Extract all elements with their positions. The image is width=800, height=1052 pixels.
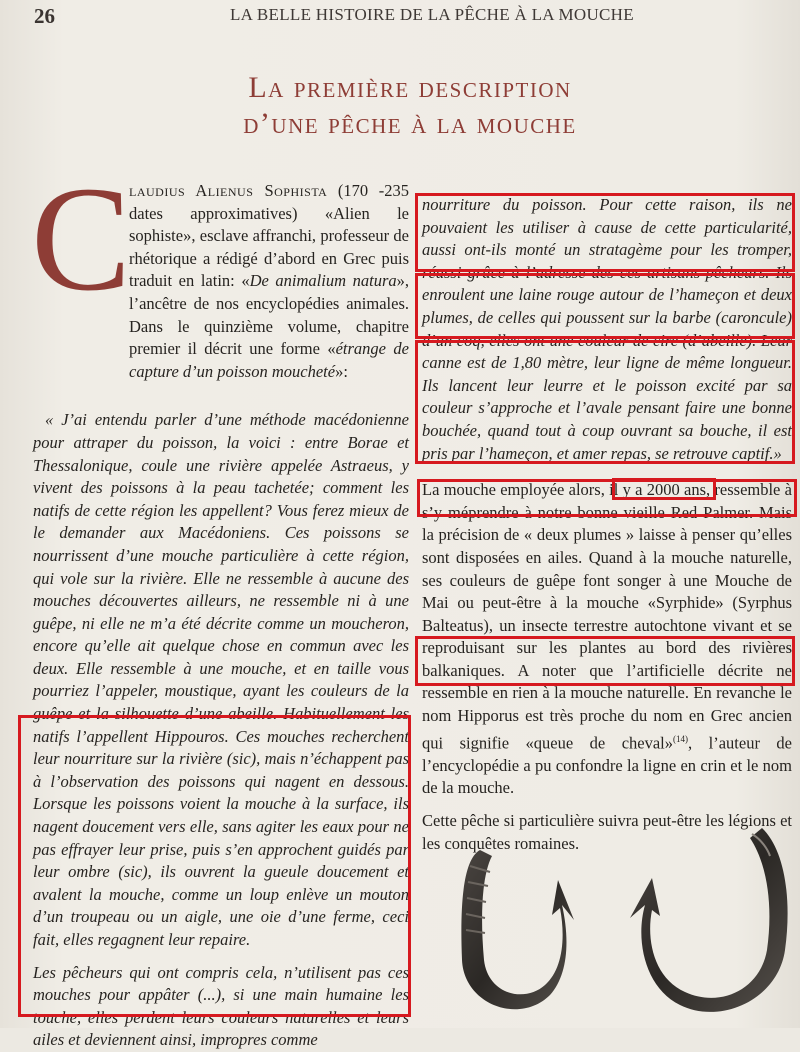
lead-paragraph bbox=[31, 156, 409, 383]
commentary-text-end: , l’auteur de l’encyclopédie a pu confondre la ligne en crin et le nom de la mouche. bbox=[422, 733, 792, 798]
drop-cap: C bbox=[31, 156, 132, 322]
running-head: LA BELLE HISTOIRE DE LA PÊCHE À LA MOUCHE bbox=[230, 5, 634, 24]
right-column bbox=[422, 194, 792, 855]
left-column bbox=[31, 156, 409, 1052]
commentary-text: La mouche employée alors, il y a 2000 ans, ressemble à s’y méprendre à notre bonne vieille Red Palmer. Mais la précision de « deux plumes » laisse à penser qu’elles sont disposées en ailes. Quand à la mouche naturelle, ses couleurs de guêpe font songer à une Mouche de Mai ou peut-être à la mouche «Syrphide» (Syrphus Balteatus), un insecte terrestre autochtone vivant et se reproduisant sur les plantes au bord des rivières balkaniques. A noter que l’artificielle décrite ne ressemble en rien à la mouche naturelle. En revanche le nom Hipporus est très proche du nom en Grec ancien qui signifie «queue de cheval» bbox=[422, 480, 792, 753]
closing-paragraph: Cette pêche si particulière suivra peut-être les légions et les conquêtes romaines. bbox=[422, 810, 792, 853]
hook-right-icon bbox=[630, 828, 788, 1012]
author-name: laudius Alienus Sophista bbox=[129, 181, 328, 200]
aelian-quote-part-2: Les pêcheurs qui ont compris cela, n’utilisent pas ces mouches pour appâter (...), si une main humaine les touche, elles perdent leurs couleurs naturelles et leurs ailes et deviennent ainsi, impropres comme bbox=[33, 962, 409, 1050]
lead-quote: étrange de capture d’un poisson moucheté bbox=[129, 339, 409, 381]
page-number: 26 bbox=[34, 4, 55, 28]
footnote-ref[interactable]: (14) bbox=[673, 733, 689, 744]
commentary-paragraph bbox=[422, 479, 792, 800]
ancient-fish-hooks-image bbox=[440, 820, 800, 1028]
chapter-title-line-1: La première description bbox=[248, 71, 572, 104]
lead-text-3: »: bbox=[335, 361, 348, 381]
aelian-quote-continuation: nourriture du poisson. Pour cette raison, ils ne pouvaient les utiliser à cause de cette particularité, aussi ont-ils monté un stratagème pour les tromper, réussi grâce à l’adresse des ces artisans-pêcheurs. Ils enroulent une laine rouge autour de l’hameçon et deux plumes, de celles qui poussent sur la barbe (caroncule) d’un coq, elles ont une couleur de cire (d’abeille). Leur canne est de 1,80 mètre, leur ligne de même longueur. Ils lancent leur leurre et le poisson excité par sa couleur s’approche et l’avale pensant faire une bonne bouchée, quand tout à coup ouvrant sa bouche, il est pris par l’hameçon, et amer repas, se retrouve captif.» bbox=[422, 195, 792, 463]
chapter-title-line-2: d’une pêche à la mouche bbox=[243, 107, 577, 140]
chapter-title bbox=[100, 70, 720, 142]
hook-left-icon bbox=[461, 850, 574, 1009]
aelian-quote-part-1: « J’ai entendu parler d’une méthode macédonienne pour attraper du poisson, la voici : entre Borae et Thessalonique, coule une rivière appelée Astraeus, y vivent des poissons à la peau tachetée; comment les natifs de cette région les appellent? Vous ferez mieux de le demander aux Macédoniens. Ces poissons se nourrissent d’une mouche particulière à cette région, qui vole sur la rivière. Elle ne ressemble à aucune des mouches découvertes ailleurs, ne ressemble ni à une guêpe, ni elle ne m’a été décrite comme un moucheron, encore qu’elle ait quelque chose en commun avec les deux. Elle ressemble à une mouche, et en taille vous pourriez l’appeler, moustique, ayant les couleurs de la guêpe et la silhouette d’une abeille. Habituellement les natifs l’appellent Hippouros. Ces mouches recherchent leur nourriture sur la rivière (sic), mais n’échappent pas à l’observation des poissons qui nagent en dessous. Lorsque les poissons voient la mouche à la surface, ils nagent doucement vers elle, sans agiter les eaux pour ne pas effrayer leur prise, puis s’en approchent guidés par leur ombre (sic), ils ouvrent la gueule doucement et avalent la mouche, comme un loup enlève un mouton d’un troupeau ou un aigle, une oie d’une ferme, ceci fait, elles regagnent leur repaire. bbox=[33, 410, 409, 949]
lead-text-2: », l’ancêtre de nos encyclopédies animales. Dans le quinzième volume, chapitre premier il décrit une forme « bbox=[129, 271, 409, 359]
lead-text-1: (170 -235 dates approximatives) «Alien le sophiste», esclave affranchi, professeur de rhétorique a rédigé d’abord en Grec puis traduit en latin: « bbox=[129, 181, 409, 291]
book-title: De animalium natura bbox=[249, 271, 397, 291]
